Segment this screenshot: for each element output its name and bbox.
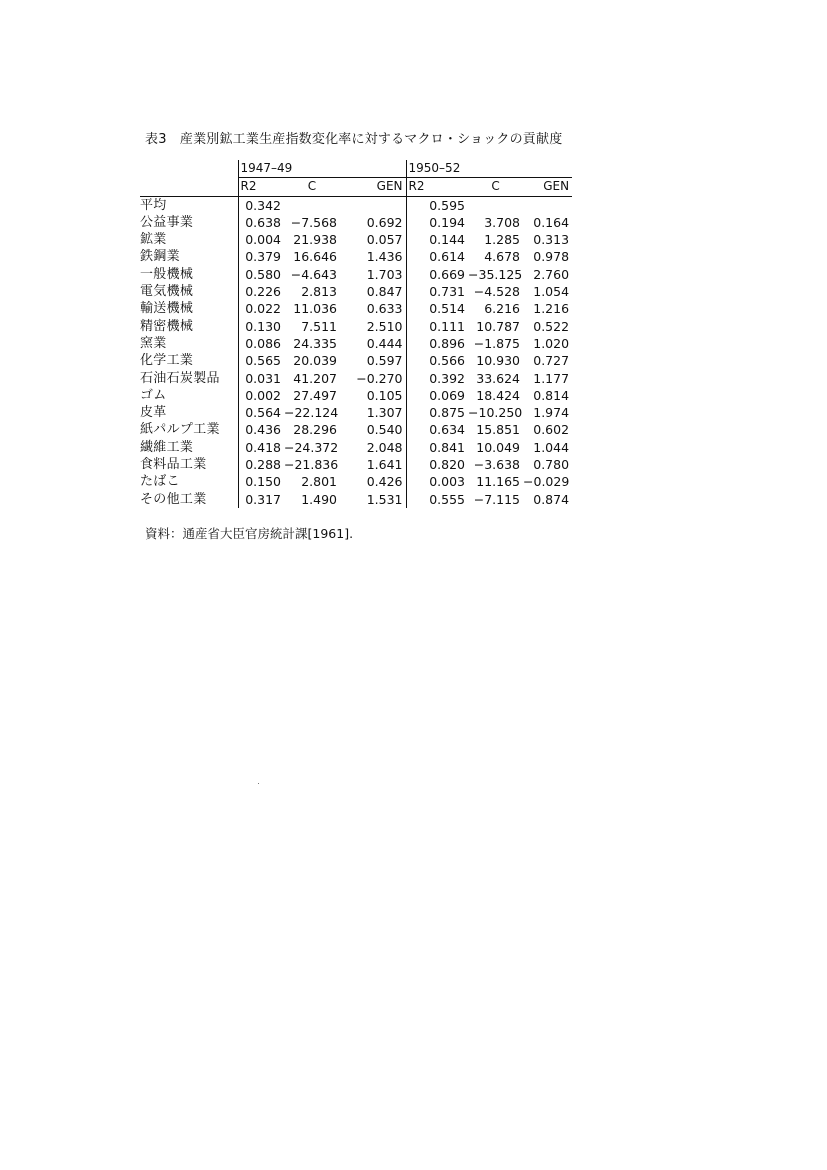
- cell-gen-a: 1.703: [366, 266, 403, 282]
- cell-c-a: 1.490: [301, 491, 337, 507]
- cell-r2-b: 0.634: [406, 421, 468, 438]
- table-row-average: [140, 196, 572, 214]
- cell-c-b: 3.708: [484, 214, 521, 230]
- cell-gen-a: 1.641: [366, 457, 403, 473]
- cell-r2-b: 0.614: [406, 248, 468, 265]
- table-row: [140, 231, 572, 248]
- cell-r2-a: 0.004: [238, 231, 284, 248]
- period-header-row: [140, 160, 572, 178]
- cell-c-a: 27.497: [293, 387, 337, 403]
- column-header-r2-b: R2: [406, 178, 468, 196]
- cell-c-b: 11.165: [476, 474, 521, 490]
- cell-r2-a: 0.150: [238, 473, 284, 490]
- cell-c-b: 18.424: [476, 387, 521, 403]
- cell-c-b: 10.787: [476, 318, 521, 334]
- cell-r2-a: 0.342: [238, 196, 284, 214]
- cell-gen-b: 1.044: [533, 439, 570, 455]
- cell-gen-a: 1.307: [366, 405, 403, 421]
- cell-r2-b: 0.875: [406, 404, 468, 421]
- column-header-c-b: C: [468, 178, 523, 196]
- cell-gen-b: 0.313: [533, 232, 570, 248]
- cell-gen-a: 0.692: [366, 214, 403, 230]
- cell-r2-a: 0.031: [238, 370, 284, 387]
- table-row: [140, 266, 572, 283]
- row-name: 輸送機械: [140, 301, 194, 317]
- cell-gen-a: 2.048: [366, 439, 403, 455]
- cell-r2-b: 0.566: [406, 352, 468, 369]
- table-row: [140, 352, 572, 369]
- table-row: [140, 300, 572, 317]
- row-name: 窯業: [140, 335, 167, 351]
- cell-r2-a: 0.436: [238, 421, 284, 438]
- cell-gen-b: 0.814: [533, 387, 570, 403]
- cell-c-a: −22.124: [284, 405, 339, 421]
- period-header-1947-49: 1947–49: [238, 160, 406, 178]
- row-name: 鉄鋼業: [140, 249, 180, 265]
- cell-r2-b: 0.731: [406, 283, 468, 300]
- cell-gen-a: 0.057: [366, 232, 403, 248]
- column-header-c-a: C: [284, 178, 340, 196]
- column-header-gen-a: GEN: [340, 178, 406, 196]
- row-name: 平均: [140, 197, 167, 213]
- cell-c-a: [284, 196, 340, 214]
- contribution-table: [140, 160, 572, 508]
- cell-r2-a: 0.565: [238, 352, 284, 369]
- cell-r2-b: 0.595: [406, 196, 468, 214]
- cell-gen-a: 0.633: [366, 301, 403, 317]
- cell-gen-a: 0.105: [366, 387, 403, 403]
- row-name: 鉱業: [140, 232, 167, 248]
- row-name: その他工業: [140, 491, 207, 507]
- row-name: 電気機械: [140, 284, 194, 300]
- cell-c-a: 20.039: [293, 353, 337, 369]
- cell-c-a: −7.568: [290, 214, 337, 230]
- cell-gen-b: 0.780: [533, 457, 570, 473]
- cell-r2-b: 0.896: [406, 335, 468, 352]
- contribution-table-container: [140, 160, 572, 508]
- cell-c-a: −24.372: [284, 439, 339, 455]
- cell-gen-b: 0.727: [533, 353, 570, 369]
- cell-c-b: 10.049: [476, 439, 521, 455]
- cell-r2-b: 0.841: [406, 439, 468, 456]
- row-name: 公益事業: [140, 214, 194, 230]
- cell-c-b: −7.115: [473, 491, 521, 507]
- cell-gen-a: 0.540: [366, 422, 403, 438]
- cell-gen-b: −0.029: [523, 474, 570, 490]
- cell-gen-a: 0.847: [366, 284, 403, 300]
- table-row: [140, 439, 572, 456]
- cell-gen-a: 0.444: [366, 335, 403, 351]
- table-row: [140, 335, 572, 352]
- cell-r2-b: 0.111: [406, 318, 468, 335]
- table-row: [140, 318, 572, 335]
- cell-c-a: 21.938: [293, 232, 337, 248]
- row-name: 紙パルプ工業: [140, 422, 220, 438]
- table-row: [140, 491, 572, 508]
- cell-gen-a: 1.436: [366, 249, 403, 265]
- cell-gen-a: 0.597: [366, 353, 403, 369]
- cell-gen-b: 1.177: [533, 370, 570, 386]
- cell-c-b: 4.678: [484, 249, 521, 265]
- row-name: 精密機械: [140, 318, 194, 334]
- cell-r2-a: 0.317: [238, 491, 284, 508]
- cell-gen-b: 1.216: [533, 301, 570, 317]
- cell-c-b: 33.624: [476, 370, 521, 386]
- cell-c-a: 16.646: [293, 249, 337, 265]
- cell-c-a: 7.511: [301, 318, 337, 334]
- cell-gen-a: 2.510: [366, 318, 403, 334]
- source-note: 資料：通産省大臣官房統計課[1961].: [145, 526, 354, 541]
- cell-c-b: −1.875: [473, 335, 521, 351]
- column-header-row: [140, 178, 572, 196]
- cell-r2-b: 0.392: [406, 370, 468, 387]
- cell-c-b: −35.125: [468, 266, 523, 282]
- cell-r2-a: 0.564: [238, 404, 284, 421]
- cell-c-a: 2.813: [301, 284, 337, 300]
- table-title: 表3 産業別鉱工業生産指数変化率に対するマクロ・ショックの貢献度: [145, 132, 563, 147]
- cell-r2-b: 0.669: [406, 266, 468, 283]
- table-row: [140, 387, 572, 404]
- cell-c-a: 24.335: [293, 335, 337, 351]
- table-row: [140, 473, 572, 490]
- row-name: 一般機械: [140, 266, 194, 282]
- cell-gen-b: 1.054: [533, 284, 570, 300]
- cell-c-a: 11.036: [293, 301, 337, 317]
- scan-speck: [258, 783, 259, 784]
- cell-c-b: 1.285: [484, 232, 521, 248]
- cell-r2-b: 0.069: [406, 387, 468, 404]
- table-row: [140, 283, 572, 300]
- cell-r2-b: 0.144: [406, 231, 468, 248]
- cell-r2-b: 0.820: [406, 456, 468, 473]
- cell-r2-b: 0.555: [406, 491, 468, 508]
- cell-gen-a: 1.531: [366, 491, 403, 507]
- cell-c-b: −3.638: [473, 457, 521, 473]
- cell-gen-a: 0.426: [366, 474, 403, 490]
- row-name: 石油石炭製品: [140, 370, 220, 386]
- cell-r2-b: 0.003: [406, 473, 468, 490]
- cell-c-b: [468, 196, 523, 214]
- cell-r2-a: 0.086: [238, 335, 284, 352]
- cell-r2-a: 0.002: [238, 387, 284, 404]
- table-body: [140, 196, 572, 508]
- cell-r2-a: 0.379: [238, 248, 284, 265]
- cell-c-b: 10.930: [476, 353, 521, 369]
- cell-gen-b: [523, 196, 572, 214]
- cell-r2-a: 0.418: [238, 439, 284, 456]
- cell-gen-b: 0.164: [533, 214, 570, 230]
- row-name: たばこ: [140, 474, 180, 490]
- cell-r2-a: 0.288: [238, 456, 284, 473]
- cell-r2-a: 0.580: [238, 266, 284, 283]
- table-row: [140, 421, 572, 438]
- table-row: [140, 370, 572, 387]
- cell-gen-b: 0.874: [533, 491, 570, 507]
- corner-cell: [140, 160, 238, 178]
- cell-c-b: 15.851: [476, 422, 521, 438]
- cell-r2-a: 0.130: [238, 318, 284, 335]
- row-name: 食料品工業: [140, 457, 207, 473]
- row-name: 繊維工業: [140, 439, 194, 455]
- cell-gen-b: 0.978: [533, 249, 570, 265]
- cell-c-a: 28.296: [293, 422, 337, 438]
- period-header-1950-52: 1950–52: [406, 160, 572, 178]
- cell-gen-b: 1.974: [533, 405, 570, 421]
- cell-r2-a: 0.022: [238, 300, 284, 317]
- column-header-gen-b: GEN: [523, 178, 572, 196]
- row-name: 皮革: [140, 405, 167, 421]
- cell-r2-a: 0.638: [238, 214, 284, 231]
- cell-gen-b: 0.522: [533, 318, 570, 334]
- table-row: [140, 456, 572, 473]
- cell-c-a: −21.836: [284, 457, 339, 473]
- row-name: ゴム: [140, 387, 167, 403]
- cell-c-b: −10.250: [468, 405, 523, 421]
- cell-gen-b: 2.760: [533, 266, 570, 282]
- column-header-r2-a: R2: [238, 178, 284, 196]
- table-row: [140, 214, 572, 231]
- cell-c-a: 41.207: [293, 370, 337, 386]
- row-name: 化学工業: [140, 353, 194, 369]
- cell-gen-b: 0.602: [533, 422, 570, 438]
- cell-r2-a: 0.226: [238, 283, 284, 300]
- cell-c-b: 6.216: [484, 301, 521, 317]
- cell-gen-b: 1.020: [533, 335, 570, 351]
- table-row: [140, 404, 572, 421]
- cell-r2-b: 0.194: [406, 214, 468, 231]
- cell-c-a: 2.801: [301, 474, 337, 490]
- cell-r2-b: 0.514: [406, 300, 468, 317]
- cell-gen-a: −0.270: [356, 370, 403, 386]
- cell-c-a: −4.643: [290, 266, 337, 282]
- table-row: [140, 248, 572, 265]
- name-column-header: [140, 178, 238, 196]
- cell-c-b: −4.528: [473, 284, 521, 300]
- cell-gen-a: [340, 196, 406, 214]
